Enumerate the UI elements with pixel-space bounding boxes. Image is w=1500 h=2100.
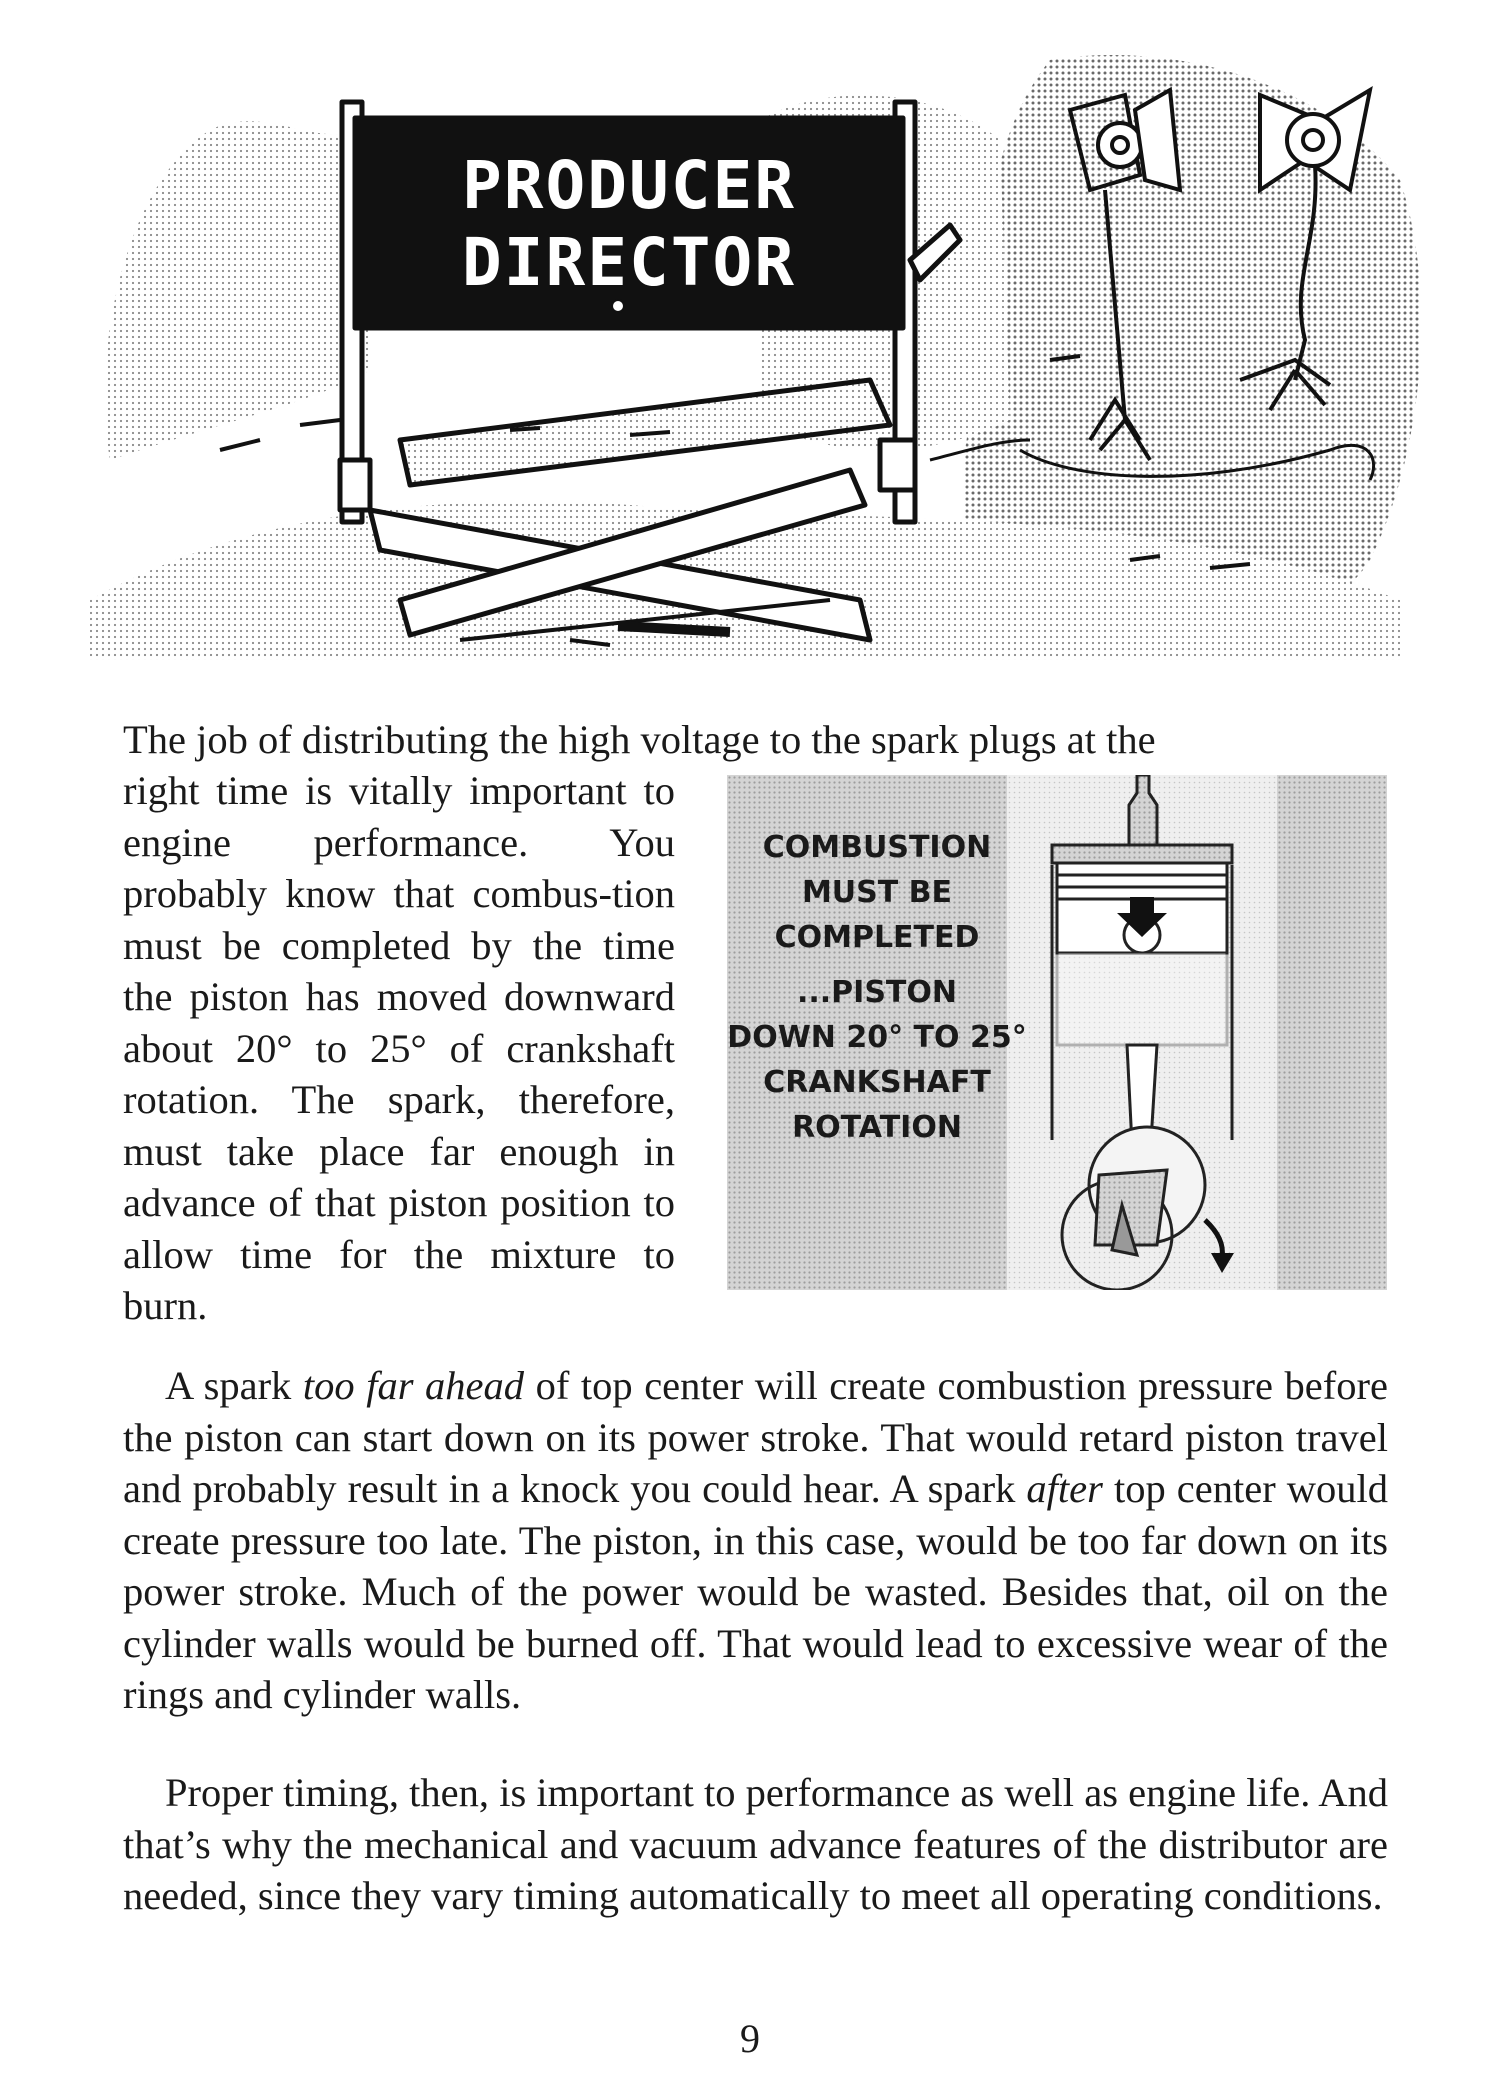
caption-line-1: COMBUSTION — [762, 830, 992, 865]
paragraph-2-part-c: top center would create pressure too late. The piston, in this case, would be too far down on its power stroke. Much of the power would be wasted. Besides that, oil on the cylinder walls would be burned off. That would lead to excessive wear of the rings and cylinder walls. — [123, 1466, 1389, 1717]
paragraph-3: Proper timing, then, is important to performance as well as engine life. And that’s why the mechanical and vacuum advance features of the distributor are needed, since they vary timing automatically to meet all operating conditions. — [123, 1770, 1388, 1918]
chair-back-line2: DIRECTOR — [462, 224, 796, 301]
caption-line-6: CRANKSHAFT — [763, 1065, 991, 1100]
paragraph-2-emphasis-2: after — [1026, 1466, 1103, 1511]
paragraph-1-lead: The job of distributing the high voltage to the spark plugs at the — [123, 717, 1156, 762]
paragraph-2-part-b: of top center will create combustion pressure before the piston can start down on its power stroke. That would retard piston travel and probably result in a knock you could hear. A spark — [123, 1363, 1388, 1511]
caption-line-7: ROTATION — [792, 1110, 962, 1145]
caption-line-4: ...PISTON — [796, 975, 958, 1010]
paragraph-2 — [123, 1360, 1388, 1721]
page-number: 9 — [740, 2016, 760, 2061]
director-chair-illustration — [70, 40, 1440, 680]
chair-back-line1: PRODUCER — [462, 147, 796, 224]
paragraph-2-emphasis-1: too far ahead — [302, 1363, 525, 1408]
caption-line-5: DOWN 20° TO 25° — [727, 1020, 1027, 1055]
piston-timing-diagram — [727, 775, 1387, 1290]
paragraph-1-body: right time is vitally important to engine performance. You probably know that combus-tion must be completed by the time the piston has moved downward about 20° to 25° of crankshaft rotation. The spark, therefore, must take place far enough in advance of that piston position to allow time for the mixture to burn. — [123, 768, 675, 1328]
halftone-background — [105, 120, 370, 460]
caption-line-3: COMPLETED — [774, 920, 980, 955]
caption-line-2: MUST BE — [801, 875, 953, 910]
paragraph-2-part-a: A spark — [165, 1363, 303, 1408]
